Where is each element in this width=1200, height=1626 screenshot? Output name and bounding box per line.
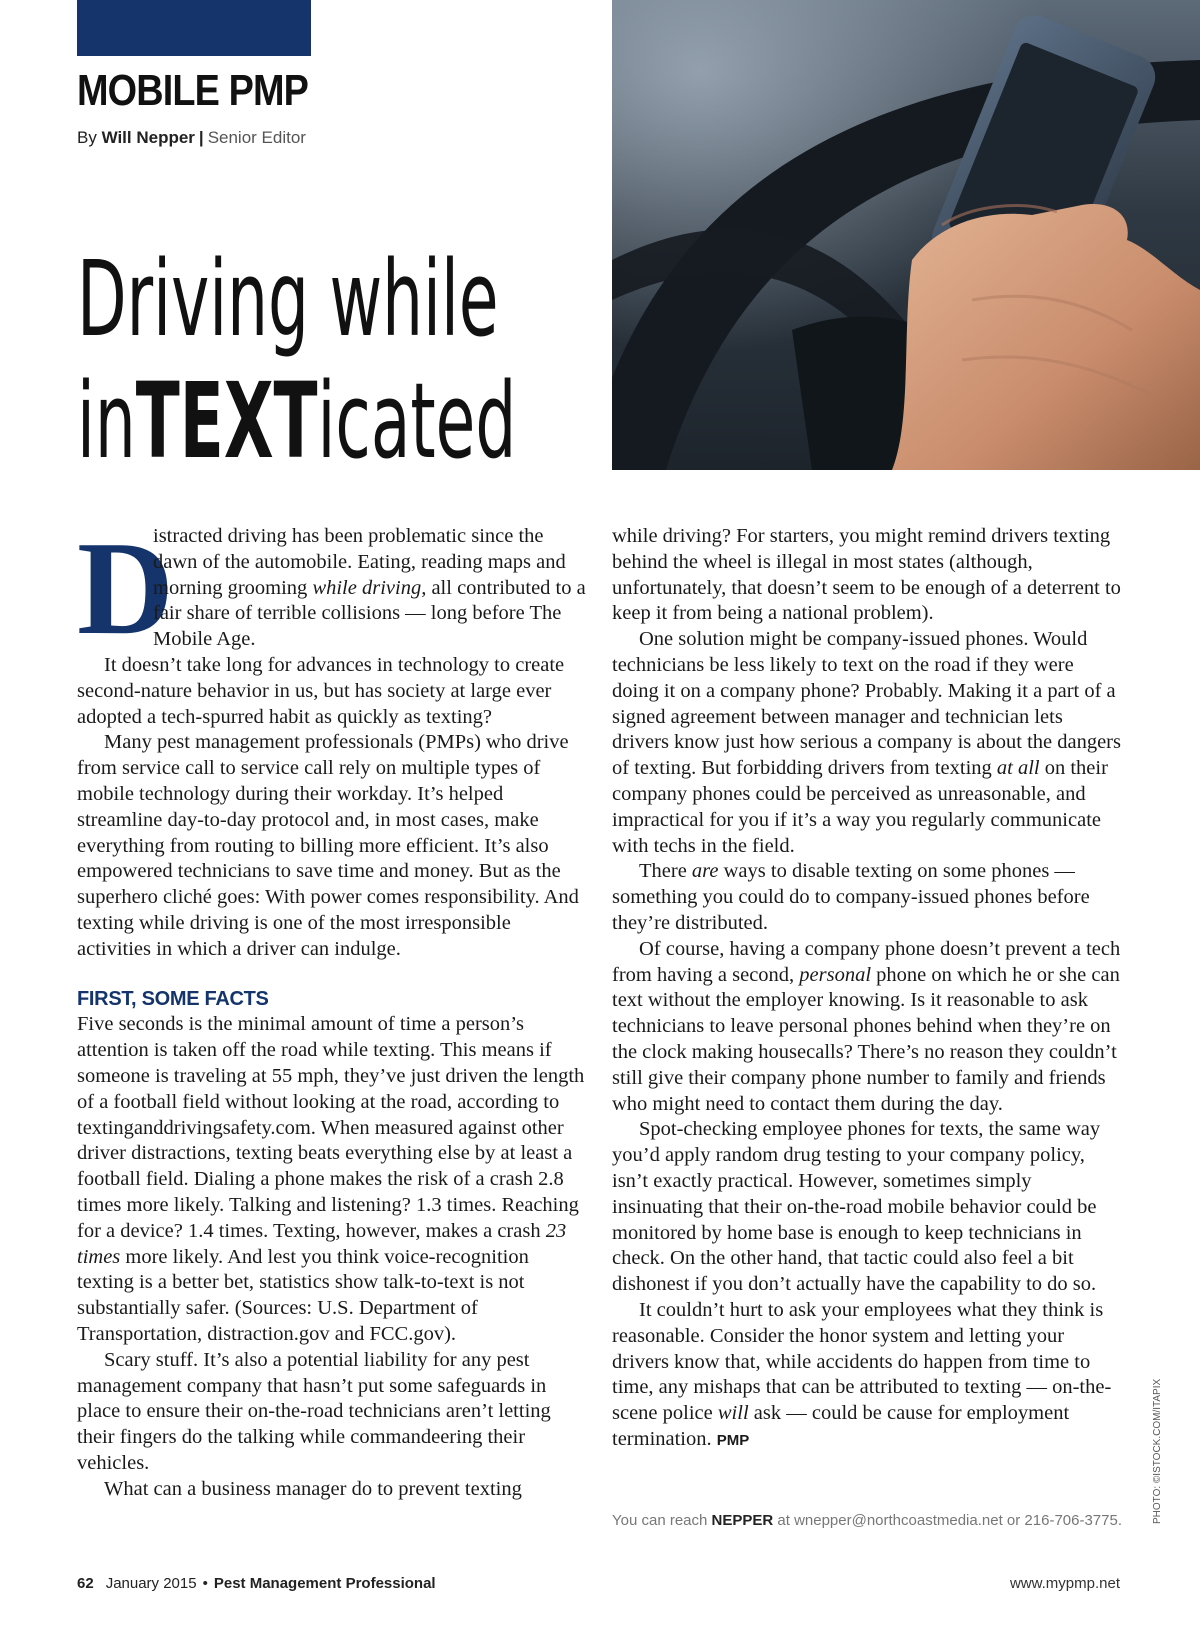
article-column-left	[77, 514, 587, 1502]
photo-credit: PHOTO: ©ISTOCK.COM/ITAPIX	[1152, 1378, 1163, 1524]
drop-cap-container	[77, 514, 174, 662]
headline-line-1: Driving while	[77, 238, 499, 360]
headline-text-emphasis: TEXT	[135, 360, 318, 482]
paragraph: Many pest management professionals (PMPs) who drive from service call to service call rely on multiple types of mobile technology during their workday. It’s helped streamline day-to-day protocol and, in most cases, make everything from routing to billing more efficient. It’s also empowered technicians to save time and money. But as the superhero cliché goes: With power comes responsibility. And texting while driving is one of the most irresponsible activities in which a driver can indulge.	[77, 731, 579, 960]
author-contact-line: You can reach NEPPER at wnepper@northcoastmedia.net or 216-706-3775.	[612, 1512, 1122, 1529]
issue-date: January 2015	[105, 1575, 197, 1592]
article-headline	[77, 238, 516, 482]
section-label: MOBILE PMP	[77, 66, 309, 115]
byline-prefix: By	[77, 128, 102, 147]
headline-icated: icated	[317, 360, 517, 482]
publication-name: Pest Management Professional	[213, 1575, 436, 1592]
footer-bullet: •	[202, 1575, 208, 1592]
article-column-right	[612, 524, 1122, 1454]
facts-text-end: more likely. And lest you think voice-recognition texting is a better bet, statistics show talk-to-text is not substantially safer. (Sources: U.S. Department of Transportation, distraction.gov and FCC.gov).	[77, 1245, 529, 1345]
page-footer	[77, 1575, 436, 1592]
author-role: Senior Editor	[207, 128, 306, 147]
publication-url[interactable]: www.mypmp.net	[1009, 1575, 1120, 1592]
paragraph-continues: What can a business manager do to prevent texting	[104, 1477, 522, 1500]
intro-text: istracted driving has been problematic since the dawn of the automobile. Eating, reading maps and morning grooming	[153, 525, 566, 599]
facts-text: Five seconds is the minimal amount of time a person’s attention is taken off the road while texting. This means if someone is traveling at 55 mph, they’ve just driven the length of a football field without looking at the road, according to textinganddrivingsafety.com. When measured against other driver distractions, texting beats everything else by at least a football field. Dialing a phone makes the risk of a crash 2.8 times more likely. Talking and listening? 1.3 times. Reaching for a device? 1.4 times. Texting, however, makes a crash	[77, 1013, 585, 1242]
subheading: FIRST, SOME FACTS	[77, 987, 269, 1010]
paragraph-facts	[77, 1012, 587, 1347]
paragraph: Of course, having a company phone doesn’t prevent a tech from having a second, personal phone on which he or she can text without the employer knowing. Is it reasonable to ask technicians to leave personal phones behind when they’re on the clock making housecalls? There’s no reason they couldn’t still give their company phone number to family and friends who might need to contact them during the day.	[612, 937, 1121, 1115]
intro-italic: while driving,	[312, 576, 427, 599]
end-mark: PMP	[716, 1431, 750, 1449]
paragraph-intro	[77, 514, 587, 662]
headline-line-2	[77, 360, 516, 482]
contact-name: NEPPER	[711, 1512, 774, 1529]
section-color-bar	[77, 0, 311, 56]
paragraph-final: It couldn’t hurt to ask your employees what they think is reasonable. Consider the honor system and letting your drivers know that, while accidents do happen from time to time, any mishaps that can be attributed to texting — on-the-scene police will ask — could be cause for employment termination. PMP	[612, 1298, 1112, 1450]
paragraph-continued: while driving? For starters, you might remind drivers texting behind the wheel is illegal in most states (although, unfortunately, that doesn’t seem to be enough of a deterrent to keep it from being a national problem).	[612, 525, 1121, 625]
hero-photo-hand-phone-steering-wheel	[612, 0, 1200, 470]
facts-italic: 23 times	[77, 1219, 567, 1268]
author-name: Will Nepper	[101, 128, 195, 147]
paragraph: One solution might be company-issued phones. Would technicians be less likely to text on the road if they were doing it on a company phone? Probably. Making it a part of a signed agreement between manager and technician lets drivers know just how serious a company is about the dangers of texting. But forbidding drivers from texting at all on their company phones could be perceived as unreasonable, and impractical for you if it’s a way you regularly communicate with techs in the field.	[612, 628, 1121, 857]
headline-in: in	[77, 360, 136, 482]
paragraph: It doesn’t take long for advances in technology to create second-nature behavior in us, but has society at large ever adopted a tech-spurred habit as quickly as texting?	[77, 653, 565, 728]
byline	[77, 128, 306, 148]
paragraph: Scary stuff. It’s also a potential liability for any pest management company that hasn’t put some safeguards in place to ensure their on-the-road technicians aren’t letting their fingers do the talking while commandeering their vehicles.	[77, 1348, 551, 1474]
byline-separator: |	[198, 128, 204, 147]
contact-details: at wnepper@northcoastmedia.net or 216-706-3775.	[773, 1512, 1122, 1529]
drop-cap: D	[77, 514, 174, 662]
page-number: 62	[77, 1575, 94, 1592]
paragraph: There are ways to disable texting on some phones — something you could do to company-issued phones before they’re distributed.	[612, 860, 1090, 934]
paragraph: Spot-checking employee phones for texts, the same way you’d apply random drug testing to your company policy, isn’t exactly practical. However, sometimes simply insinuating that their on-the-road mobile behavior could be monitored by home base is enough to keep technicians in check. On the other hand, that tactic could also feel a bit dishonest if you don’t actually have the capability to do so.	[612, 1118, 1101, 1296]
intro-text-end: all contributed to a fair share of terrible collisions — long before The Mobile Age.	[153, 576, 586, 651]
